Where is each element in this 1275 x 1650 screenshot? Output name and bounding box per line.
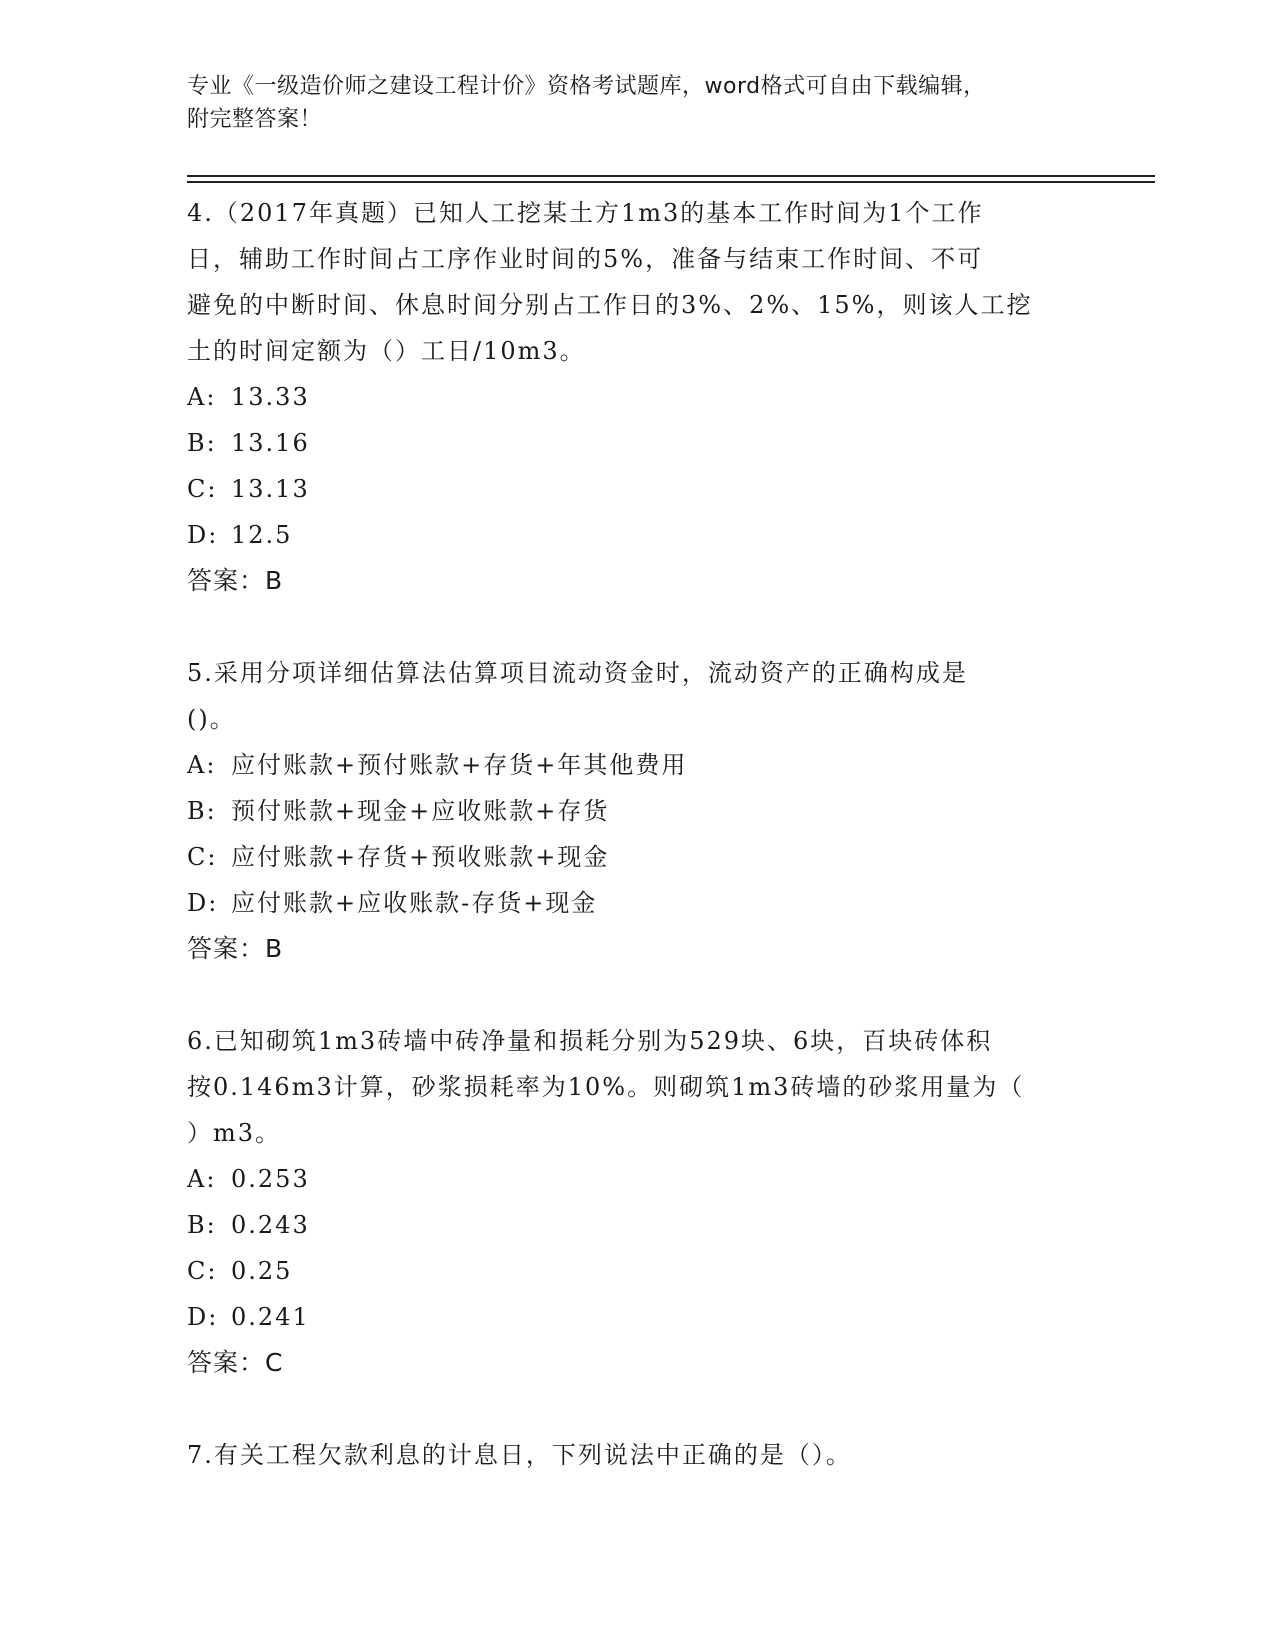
answer-option xyxy=(187,512,1087,558)
option-letter: D: xyxy=(187,889,219,917)
option-text: 0.241 xyxy=(231,1303,310,1331)
answer-option xyxy=(187,1248,1087,1294)
question-block xyxy=(187,650,1087,972)
option-letter: C: xyxy=(187,1257,218,1285)
header-divider-top xyxy=(187,175,1155,177)
answer-option xyxy=(187,834,1087,880)
header-divider-bottom xyxy=(187,181,1155,183)
answer-option xyxy=(187,374,1087,420)
answer-option xyxy=(187,466,1087,512)
option-text: 预付账款+现金+应收账款+存货 xyxy=(231,797,610,825)
question-stem xyxy=(187,1018,1087,1156)
answer-option xyxy=(187,788,1087,834)
option-text: 13.16 xyxy=(231,429,310,457)
answer-key: 答案：C xyxy=(187,1348,284,1377)
question-stem-line: ）m3。 xyxy=(187,1119,282,1147)
option-letter: C: xyxy=(187,475,218,503)
option-letter: D: xyxy=(187,521,219,549)
question-stem-line: 7.有关工程欠款利息的计息日，下列说法中正确的是（）。 xyxy=(187,1441,852,1469)
option-letter: A: xyxy=(187,383,217,411)
question-stem xyxy=(187,190,1087,374)
question-stem-line: 5.采用分项详细估算法估算项目流动资金时，流动资产的正确构成是 xyxy=(187,659,968,687)
option-letter: A: xyxy=(187,751,217,779)
option-text: 13.33 xyxy=(231,383,310,411)
header-line-1: 专业《一级造价师之建设工程计价》资格考试题库，word格式可自由下载编辑， xyxy=(187,74,986,99)
answer-option xyxy=(187,1156,1087,1202)
option-letter: C: xyxy=(187,843,218,871)
question-stem-line: 按0.146m3计算，砂浆损耗率为10%。则砌筑1m3砖墙的砂浆用量为（ xyxy=(187,1073,1025,1101)
answer-option xyxy=(187,1294,1087,1340)
option-text: 12.5 xyxy=(231,521,293,549)
option-text: 0.253 xyxy=(231,1165,310,1193)
question-stem-line: 土的时间定额为（）工日/10m3。 xyxy=(187,337,586,365)
question-stem-line: 日，辅助工作时间占工序作业时间的5%，准备与结束工作时间、不可 xyxy=(187,245,984,273)
document-header xyxy=(187,70,1087,136)
question-block xyxy=(187,190,1087,604)
question-stem-line: 4.（2017年真题）已知人工挖某土方1m3的基本工作时间为1个工作 xyxy=(187,199,984,227)
answer-option xyxy=(187,880,1087,926)
option-letter: B: xyxy=(187,797,217,825)
answer-key: 答案：B xyxy=(187,566,284,595)
question-stem-line: 避免的中断时间、休息时间分别占工作日的3%、2%、15%，则该人工挖 xyxy=(187,291,1033,319)
option-letter: B: xyxy=(187,429,217,457)
header-line-2: 附完整答案！ xyxy=(187,107,323,132)
option-text: 13.13 xyxy=(231,475,310,503)
option-letter: B: xyxy=(187,1211,217,1239)
option-text: 0.243 xyxy=(231,1211,310,1239)
question-list xyxy=(187,190,1087,1524)
question-stem-line: 6.已知砌筑1m3砖墙中砖净量和损耗分别为529块、6块，百块砖体积 xyxy=(187,1027,993,1055)
option-text: 应付账款+预付账款+存货+年其他费用 xyxy=(231,751,688,779)
option-letter: A: xyxy=(187,1165,217,1193)
question-stem xyxy=(187,1432,1087,1478)
option-letter: D: xyxy=(187,1303,219,1331)
answer-key: 答案：B xyxy=(187,934,284,963)
answer-option xyxy=(187,742,1087,788)
question-stem-line: ()。 xyxy=(187,705,236,733)
answer-option xyxy=(187,420,1087,466)
question-stem xyxy=(187,650,1087,742)
option-text: 应付账款+应收账款-存货+现金 xyxy=(231,889,598,917)
question-block xyxy=(187,1018,1087,1386)
answer-option xyxy=(187,1202,1087,1248)
option-text: 应付账款+存货+预收账款+现金 xyxy=(231,843,610,871)
question-block xyxy=(187,1432,1087,1478)
option-text: 0.25 xyxy=(231,1257,293,1285)
